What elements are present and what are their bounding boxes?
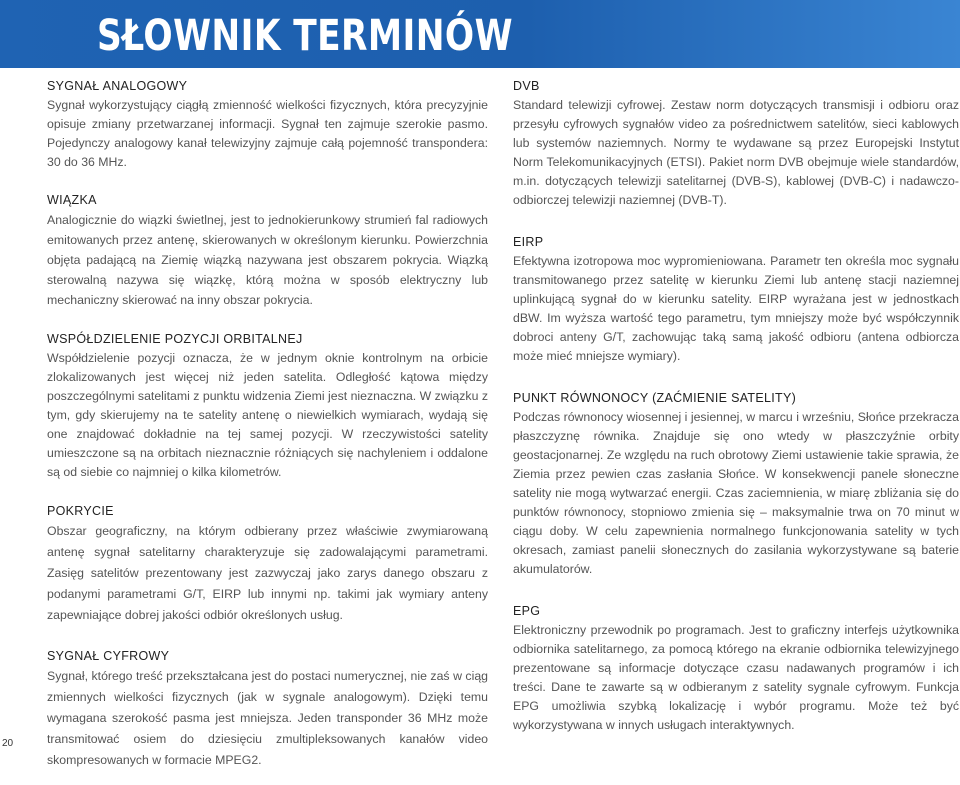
glossary-term: EIRP [513,235,544,249]
glossary-term: POKRYCIE [47,504,114,518]
glossary-entry [47,648,488,771]
glossary-definition: Podczas równonocy wiosennej i jesiennej, w marcu i wrześniu, Słońce przekracza płaszczyznę równika. Znajduje się ono wtedy w płaszczyźnie orbity geostacjonarnej. Ze względu na ruch obrotowy Ziemi ustawienie takie sprawia, że Ziemia przez pewien czas zasłania Słońce. W konsekwencji panele słoneczne satelity nie mogą wytwarzać energii. Czas zaciemnienia, w miarę zbliżania się do punktów równonocy, stopniowo zmienia się – maksymalnie trwa on 70 minut w ciągu doby. W celu zapewnienia normalnego funkcjonowania satelity w tych okresach, zamiast panelii słonecznych do zasilania wykorzystywane są baterie akumulatorów. [513,410,959,576]
glossary-entry [47,192,488,310]
glossary-entry [513,78,959,210]
glossary-entry [513,603,959,735]
glossary-definition: Analogicznie do wiązki świetlnej, jest to jednokierunkowy strumień fal radiowych emitowanych przez antenę, skierowanych w określonym kierunku. Powierzchnia objęta padającą na Ziemię wiązką nazywana jest obszarem pokrycia. Wiązką sterowalną nazywa się wiązkę, którą można w sposób elektryczny lub mechaniczny skierować na inny obszar pokrycia. [47,213,488,307]
glossary-term: DVB [513,79,540,93]
page-number: 20 [2,738,14,749]
glossary-definition: Standard telewizji cyfrowej. Zestaw norm dotyczących transmisji i odbioru oraz przesyłu cyfrowych sygnałów video za pośrednictwem satelitów, sieci kablowych lub systemów naziemnych. Normy te wydawane są przez Europejski Instytut Norm Telekomunikacyjnych (ETSI). Pakiet norm DVB obejmuje wiele standardów, m.in. dotyczących telewizji satelitarnej (DVB-S), kablowej (DVB-C) i nadawczo-odbiorczej telewizji naziemnej (DVB-T). [513,98,959,207]
glossary-term: PUNKT RÓWNONOCY (ZAĆMIENIE SATELITY) [513,391,797,405]
header-band [0,0,960,68]
page-title: SŁOWNIK TERMINÓW [97,11,513,61]
glossary-entry [513,234,959,366]
left-column [47,78,488,785]
right-column [513,78,959,749]
glossary-entry [47,331,488,482]
glossary-term: WIĄZKA [47,193,97,207]
glossary-entry [47,78,488,172]
glossary-term: EPG [513,604,541,618]
glossary-definition: Sygnał wykorzystujący ciągłą zmienność wielkości fizycznych, która precyzyjnie opisuje zmiany przetwarzanej informacji. Sygnał ten zajmuje szerokie pasmo. Pojedynczy analogowy kanał telewizyjny zajmuje całą pojemność transpondera: 30 do 36 MHz. [47,98,488,169]
glossary-definition: Współdzielenie pozycji oznacza, że w jednym oknie kontrolnym na orbicie zlokalizowanych jest więcej niż jeden satelita. Odległość kątowa między poszczególnymi satelitami z punktu widzenia Ziemi jest nieznaczna. W związku z tym, gdy skierujemy na te satelity antenę o niewielkich wymiarach, wydają się one znajdować dokładnie na tej samej pozycji. W rzeczywistości satelity umieszczone są na orbitach nieznacznie różniących się nachyleniem i oddalone są od siebie co najmniej o kilka kilometrów. [47,351,488,479]
glossary-term: WSPÓŁDZIELENIE POZYCJI ORBITALNEJ [47,332,303,346]
glossary-definition: Elektroniczny przewodnik po programach. Jest to graficzny interfejs użytkownika odbiornika satelitarnego, za pomocą którego na ekranie odbiornika telewizyjnego prezentowane są informacje dotyczące czasu nadawanych programów i ich treści. Dane te zawarte są w odbieranym z satelity sygnale cyfrowym. Funkcja EPG umożliwia szybką lokalizację i wybór programu. Może też być wykorzystywana w innych usługach interaktywnych. [513,623,959,732]
glossary-term: SYGNAŁ ANALOGOWY [47,79,188,93]
glossary-definition: Obszar geograficzny, na którym odbierany przez właściwie zwymiarowaną antenę sygnał satelitarny charakteryzuje się zadowalającymi parametrami. Zasięg satelitów prezentowany jest zazwyczaj jako zarys danego obszaru z podanymi parametrami G/T, EIRP lub innymi np. takimi jak wymiary anteny zapewniające dobrej jakości odbiór określonych usług. [47,524,488,622]
glossary-entry [513,390,959,579]
glossary-entry [47,503,488,626]
glossary-definition: Sygnał, którego treść przekształcana jest do postaci numerycznej, nie zaś w ciąg zmiennych wielkości fizycznych (jak w sygnale analogowym). Dzięki temu wymagana szerokość pasma jest mniejsza. Jeden transponder 36 MHz może transmitować osiem do dziesięciu zmultipleksowanych kanałów video skompresowanych w formacie MPEG2. [47,669,488,767]
glossary-term: SYGNAŁ CYFROWY [47,649,170,663]
glossary-definition: Efektywna izotropowa moc wypromieniowana. Parametr ten określa moc sygnału transmitowanego przez satelitę w kierunku Ziemi lub antenę stacji naziemnej uplinkującą sygnał do w kierunku satelity. EIRP wyrażana jest w jednostkach dBW. Im wyższa wartość tego parametru, tym mniejszy może być współczynnik dobroci anteny G/T, zachowując taką samą jakość odbioru (antena odbiorcza może mieć mniejsze wymiary). [513,254,959,363]
